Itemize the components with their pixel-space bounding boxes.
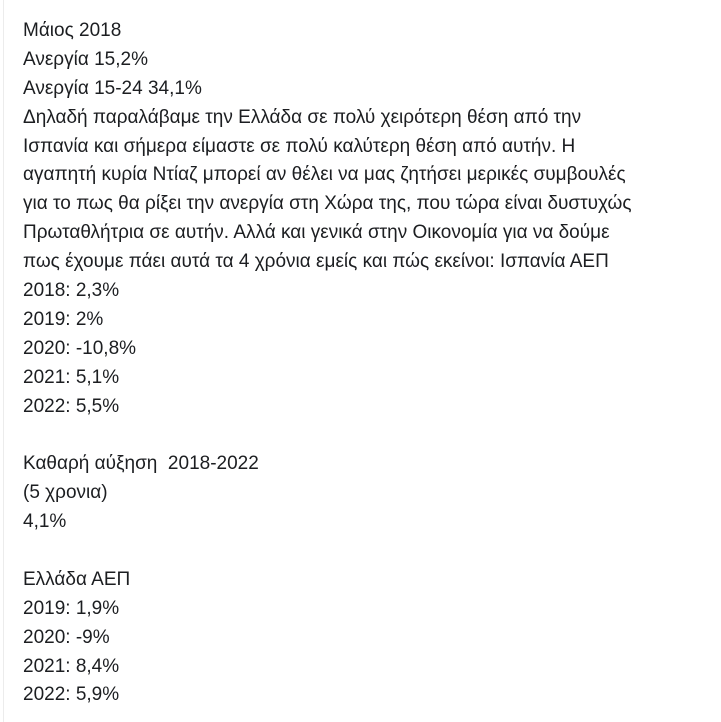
greece-gdp-line: 2019: 1,9% (23, 597, 120, 619)
spain-gdp-line: 2021: 5,1% (23, 366, 120, 388)
post-date-line: Μάιος 2018 (23, 20, 122, 41)
net-growth-period: (5 χρονια) (23, 482, 108, 504)
greece-gdp-line: 2021: 8,4% (23, 655, 120, 677)
post-text (23, 17, 718, 710)
unemployment-line: Ανεργία 15,2% (23, 48, 148, 70)
left-border (3, 0, 4, 722)
youth-unemployment-line: Ανεργία 15-24 34,1% (23, 77, 202, 99)
greece-gdp-line: 2022: 5,9% (23, 684, 120, 706)
spain-gdp-line: 2020: -10,8% (23, 337, 137, 359)
spain-gdp-line: 2019: 2% (23, 308, 104, 330)
paragraph-line: αγαπητή κυρία Ντίαζ μπορεί αν θέλει να μας ζητήσει μερικές συμβουλές (23, 164, 626, 186)
paragraph-line: για το πως θα ρίξει την ανεργία στη Χώρα της, που τώρα είναι δυστυχώς (23, 193, 632, 215)
paragraph-line: Δηλαδή παραλάβαμε την Ελλάδα σε πολύ χειρότερη θέση από την (23, 106, 582, 128)
spain-gdp-line: 2022: 5,5% (23, 395, 120, 417)
greece-gdp-line: 2020: -9% (23, 626, 110, 648)
net-growth-label: Καθαρή αύξηση 2018-2022 (23, 453, 259, 475)
greece-gdp-title: Ελλάδα ΑΕΠ (23, 568, 131, 590)
paragraph-line: πως έχουμε πάει αυτά τα 4 χρόνια εμείς και πώς εκείνοι: Ισπανία ΑΕΠ (23, 251, 609, 273)
spain-gdp-line: 2018: 2,3% (23, 280, 120, 302)
paragraph-line: Πρωταθλήτρια σε αυτήν. Αλλά και γενικά στην Οικονομία για να δούμε (23, 222, 610, 244)
blank-line (23, 421, 718, 450)
net-growth-value: 4,1% (23, 511, 67, 533)
blank-line (23, 537, 718, 566)
paragraph-line: Ισπανία και σήμερα είμαστε σε πολύ καλύτερη θέση από αυτήν. Η (23, 135, 576, 157)
